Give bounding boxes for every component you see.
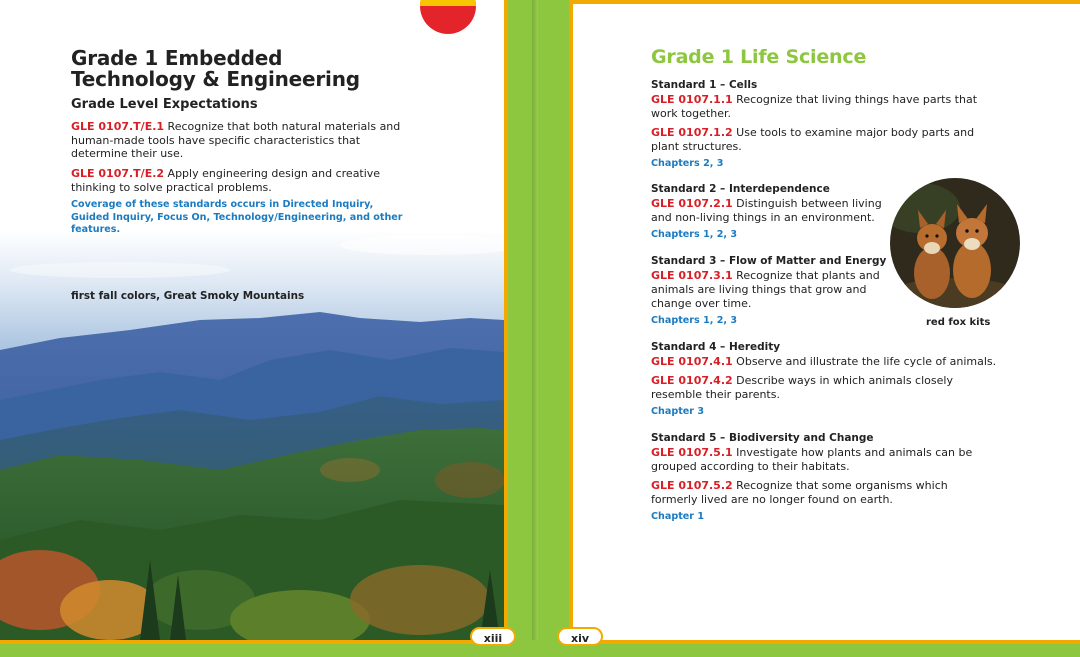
standard-heading: Standard 2 – Interdependence (651, 183, 830, 195)
standard-4 (651, 340, 1011, 419)
gle-item (651, 479, 1011, 493)
chapters-ref: Chapter 1 (651, 511, 705, 522)
mountain-landscape-photo (0, 0, 504, 640)
gle-text: Observe and illustrate the life cycle of animals. (736, 355, 997, 368)
chapters-ref: Chapters 1, 2, 3 (651, 315, 738, 326)
gle-item (71, 120, 401, 161)
section-subtitle: Grade Level Expectations (71, 97, 258, 112)
spine-shadow (532, 0, 538, 657)
gle-text-cont: change over time. (651, 297, 752, 310)
gle-code: GLE 0107.4.1 (651, 355, 733, 368)
gle-text-cont: formerly lived are no longer found on earth. (651, 493, 893, 506)
page-number-left: xiii (470, 627, 516, 646)
gle-item (651, 269, 891, 283)
standard-heading: Standard 4 – Heredity (651, 341, 781, 353)
gle-code: GLE 0107.3.1 (651, 269, 733, 282)
gle-item (71, 167, 401, 194)
gle-item (651, 355, 1011, 369)
gle-item (651, 93, 981, 107)
standard-heading: Standard 3 – Flow of Matter and Energy (651, 255, 887, 267)
gle-code: GLE 0107.5.2 (651, 479, 733, 492)
gle-text-cont: resemble their parents. (651, 388, 780, 401)
standard-2 (651, 182, 891, 242)
gle-item (651, 126, 981, 140)
photo-caption-fox: red fox kits (926, 317, 991, 328)
standard-heading: Standard 1 – Cells (651, 79, 758, 91)
chapters-ref: Chapters 1, 2, 3 (651, 229, 738, 240)
gle-code: GLE 0107.2.1 (651, 197, 733, 210)
gle-text-cont: and non-living things in an environment. (651, 211, 875, 224)
bottom-border-right (569, 640, 1080, 644)
coverage-note: Coverage of these standards occurs in Directed Inquiry, Guided Inquiry, Focus On, Technology/Engineering, and other features. (71, 199, 403, 235)
gle-text: Recognize that plants and (736, 269, 880, 282)
standard-5 (651, 431, 1011, 524)
gle-text-cont: grouped according to their habitats. (651, 460, 850, 473)
gle-code: GLE 0107.4.2 (651, 374, 733, 387)
gle-text: Recognize that some organisms which (736, 479, 948, 492)
gle-text: Recognize that living things have parts that (736, 93, 978, 106)
gle-text-cont: plant structures. (651, 140, 742, 153)
gle-code: GLE 0107.T/E.1 (71, 120, 165, 133)
photo-caption: first fall colors, Great Smoky Mountains (71, 290, 305, 302)
gle-code: GLE 0107.5.1 (651, 446, 733, 459)
left-page (0, 0, 508, 640)
tennessee-badge-icon (410, 0, 484, 42)
standard-heading: Standard 5 – Biodiversity and Change (651, 432, 874, 444)
gle-text-cont: work together. (651, 107, 731, 120)
chapters-ref: Chapters 2, 3 (651, 158, 724, 169)
gle-text: Apply engineering design and creative thinking to solve practical problems. (71, 167, 381, 194)
gle-item (651, 374, 1011, 388)
gle-code: GLE 0107.1.1 (651, 93, 733, 106)
gle-text: Describe ways in which animals closely (736, 374, 953, 387)
gle-code: GLE 0107.T/E.2 (71, 167, 165, 180)
page-number-right: xiv (557, 627, 603, 646)
gle-text: Recognize that both natural materials and human-made tools have specific characteristics that determine their use. (71, 120, 401, 160)
gle-text: Investigate how plants and animals can be (736, 446, 973, 459)
gle-item (651, 197, 891, 211)
gle-text: Use tools to examine major body parts and (736, 126, 975, 139)
red-fox-kits-photo (890, 178, 1020, 308)
spine-gutter (508, 0, 569, 657)
page-title-right: Grade 1 Life Science (651, 46, 867, 68)
standard-3 (651, 254, 891, 328)
gle-item (651, 446, 1011, 460)
chapters-ref: Chapter 3 (651, 406, 705, 417)
gle-code: GLE 0107.1.2 (651, 126, 733, 139)
bottom-border-left (0, 640, 508, 644)
standard-1 (651, 78, 981, 171)
page-title: Grade 1 Embedded Technology & Engineering (71, 46, 360, 91)
gle-text: Distinguish between living (736, 197, 882, 210)
gle-text-cont: animals are living things that grow and (651, 283, 867, 296)
